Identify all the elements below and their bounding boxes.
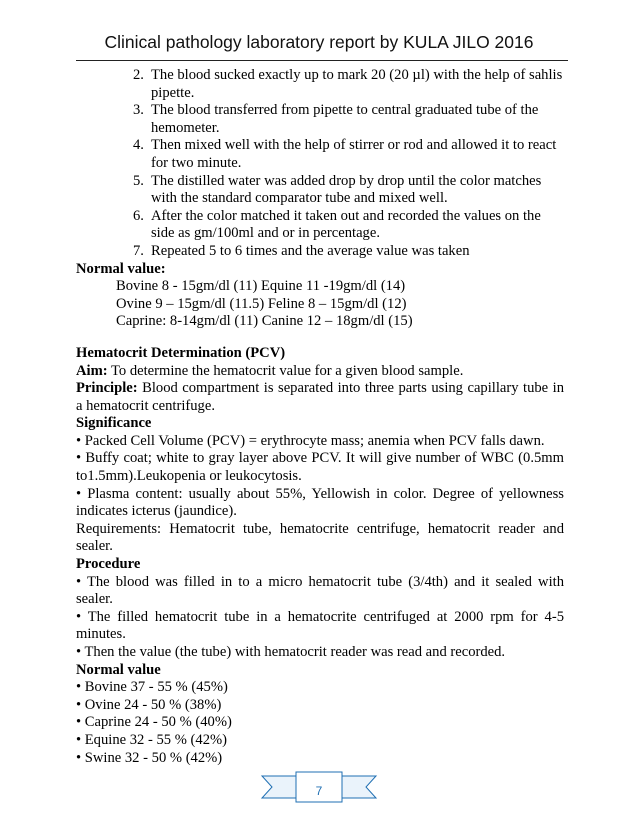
normal-value-item: • Ovine 24 - 50 % (38%) (76, 696, 222, 713)
normal-value-line: Bovine 8 - 15gm/dl (11) Equine 11 -19gm/dl (14) (116, 278, 406, 295)
list-item: 5. The distilled water was added drop by drop until the color matches with the standard comparator tube and mixed well. (133, 172, 542, 207)
normal-value-item: • Caprine 24 - 50 % (40%) (76, 714, 232, 731)
page-body (76, 67, 564, 767)
significance-heading: Significance (76, 415, 152, 432)
principle-paragraph: Principle: Blood compartment is separated into three parts using capillary tube in a hematocrit centrifuge. (76, 380, 564, 414)
page-header-title: Clinical pathology laboratory report by KULA JILO 2016 (104, 32, 534, 52)
normal-value-heading: Normal value: (76, 260, 166, 277)
significance-item: • Plasma content: usually about 55%, Yellowish in color. Degree of yellowness indicates icterus (jaundice). (76, 485, 564, 520)
normal-value-item: • Equine 32 - 55 % (42%) (76, 731, 228, 748)
requirements-paragraph: Requirements: Hematocrit tube, hematocrite centrifuge, hematocrit reader and sealer. (76, 520, 564, 555)
list-item: 3. The blood transferred from pipette to central graduated tube of the hemometer. (133, 102, 539, 136)
procedure-item: • Then the value (the tube) with hematocrit reader was read and recorded. (76, 644, 506, 660)
procedure-heading: Procedure (76, 556, 141, 573)
section-heading-pcv: Hematocrit Determination (PCV) (76, 344, 286, 361)
list-item: 2. The blood sucked exactly up to mark 20 (20 µl) with the help of sahlis pipette. (133, 67, 563, 101)
header-divider (76, 60, 568, 61)
procedure-item: • The filled hematocrit tube in a hematocrite centrifuged at 2000 rpm for 4-5 minutes. (76, 608, 564, 643)
significance-item: • Buffy coat; white to gray layer above PCV. It will give number of WBC (0.5mm to1.5mm).Leukopenia or leukocytosis. (76, 450, 564, 485)
list-item: 4. Then mixed well with the help of stirrer or rod and allowed it to react for two minute. (133, 137, 557, 171)
normal-value-item: • Swine 32 - 50 % (42%) (76, 749, 223, 766)
significance-item: • Packed Cell Volume (PCV) = erythrocyte mass; anemia when PCV falls dawn. (76, 432, 545, 449)
normal-value-line: Caprine: 8-14gm/dl (11) Canine 12 – 18gm/dl (15) (116, 313, 413, 330)
normal-value-item: • Bovine 37 - 55 % (45%) (76, 679, 228, 696)
normal-value-line: Ovine 9 – 15gm/dl (11.5) Feline 8 – 15gm/dl (12) (116, 295, 407, 312)
procedure-steps-list (76, 67, 564, 261)
list-item: 7. Repeated 5 to 6 times and the average value was taken (133, 242, 470, 259)
page-number: 7 (315, 784, 323, 798)
aim-paragraph: Aim: To determine the hematocrit value for a given blood sample. (76, 362, 464, 379)
list-item: 6. After the color matched it taken out and recorded the values on the side as gm/100ml and or in percentage. (133, 207, 541, 242)
procedure-item: • The blood was filled in to a micro hematocrit tube (3/4th) and it sealed with sealer. (76, 573, 564, 608)
normal-value-heading: Normal value (76, 661, 161, 678)
